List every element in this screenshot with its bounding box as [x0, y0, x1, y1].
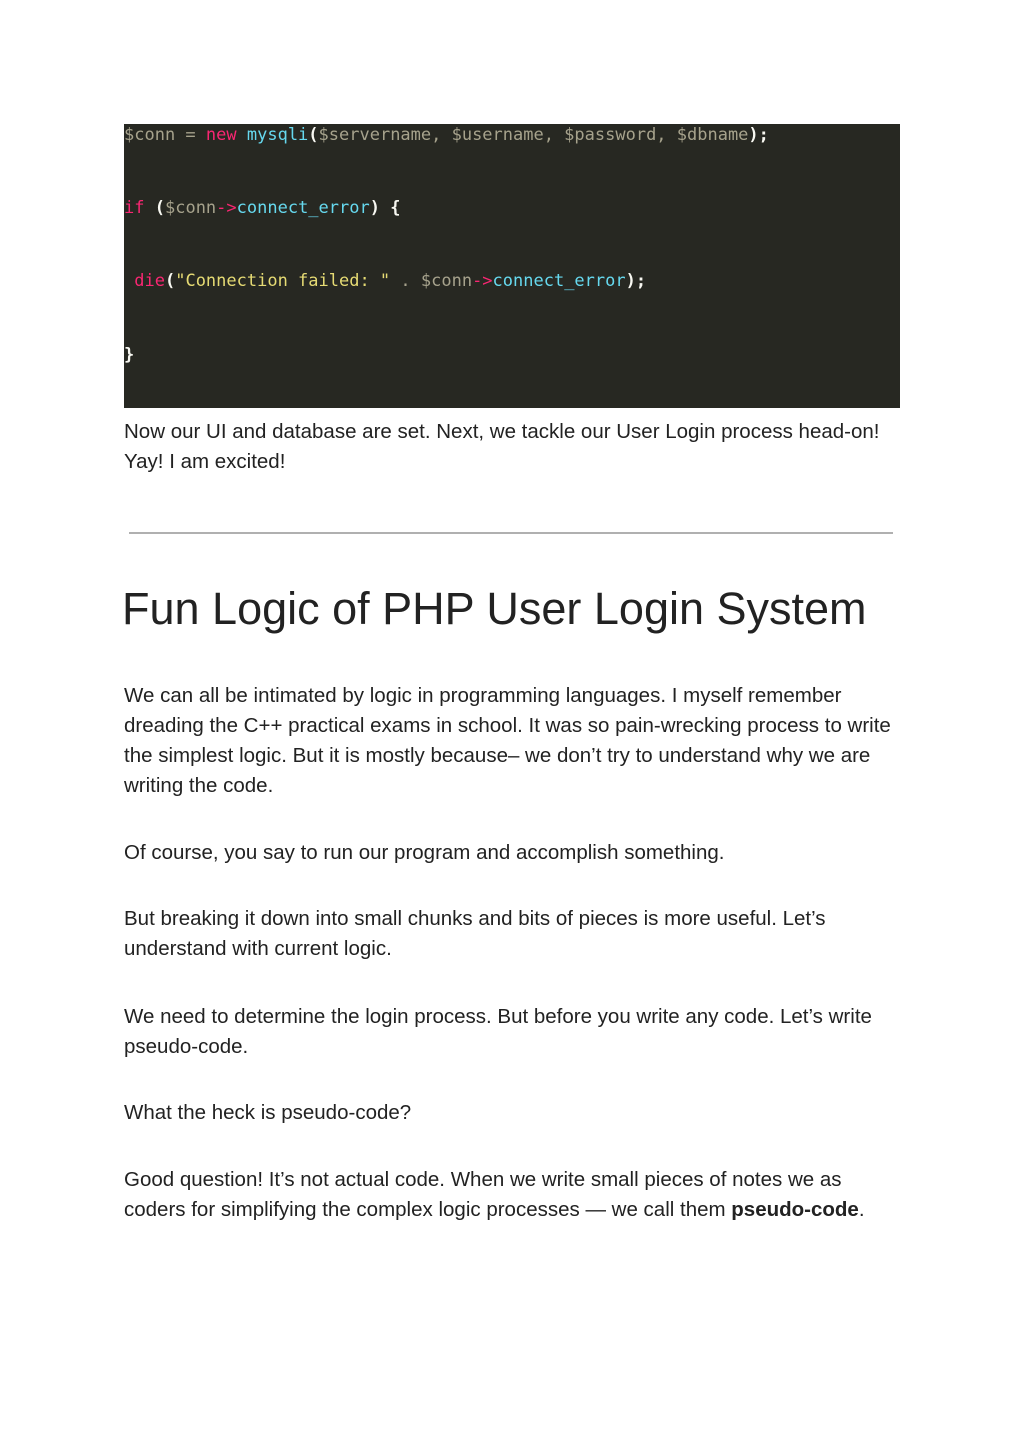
code-token: -> [472, 271, 493, 291]
code-token: $servername, $username, $password, $dbname [318, 125, 749, 145]
code-token [124, 271, 134, 291]
code-token: ( [164, 271, 176, 291]
code-token: . [390, 271, 421, 291]
paragraph-question: What the heck is pseudo-code? [124, 1101, 412, 1124]
paragraph-of-course: Of course, you say to run our program and accomplish something. [124, 841, 725, 864]
paragraph-logic-intro: We can all be intimated by logic in programming languages. I myself remember dreading the C++ practical exams in school. It was so pain-wrecking process to write the simplest logic. But it is mostly because– we don’t try to understand why we are writing the code. [124, 684, 891, 797]
code-token: $conn [164, 198, 217, 218]
section-divider [129, 532, 893, 534]
code-token: $conn [420, 271, 473, 291]
code-token: $conn [124, 125, 176, 145]
code-token: connect_error [236, 198, 370, 218]
section-title: Fun Logic of PHP User Login System [122, 583, 867, 634]
paragraph-pseudo-code [124, 1165, 904, 1225]
code-token: "Connection failed: " [175, 271, 391, 291]
code-token: connect_error [492, 271, 626, 291]
paragraph-determine-login: We need to determine the login process. But before you write any code. Let’s write pseudo-code. [124, 1005, 872, 1058]
code-token: new [205, 125, 237, 145]
code-token: ); [748, 125, 769, 145]
code-token: { [379, 198, 401, 218]
code-line-close [124, 344, 134, 366]
paragraph-end: . [858, 1198, 865, 1221]
code-token [237, 125, 247, 145]
code-token: ( [154, 198, 165, 218]
paragraph-text: Good question! It’s not actual code. When we write small pieces of notes we as coders for simplifying the complex logic processes — we call them [124, 1168, 842, 1221]
code-token: -> [216, 198, 237, 218]
code-token: if [124, 198, 145, 218]
paragraph-breaking-down: But breaking it down into small chunks and bits of pieces is more useful. Let’s understand with current logic. [124, 907, 826, 960]
code-token: = [175, 125, 206, 145]
code-line-if [124, 197, 400, 219]
code-token: ); [625, 271, 647, 291]
code-token: ) [369, 198, 380, 218]
pseudo-code-term: pseudo-code [731, 1198, 859, 1221]
code-token: die [134, 271, 165, 291]
code-token: } [124, 345, 135, 365]
code-token [144, 198, 154, 218]
code-token: ( [308, 125, 319, 145]
intro-paragraph: Now our UI and database are set. Next, we tackle our User Login process head-on! Yay! I am excited! [124, 420, 880, 473]
code-line-connect [124, 124, 769, 146]
code-snippet [124, 124, 900, 408]
code-line-die [124, 270, 646, 292]
code-token: mysqli [246, 125, 309, 145]
